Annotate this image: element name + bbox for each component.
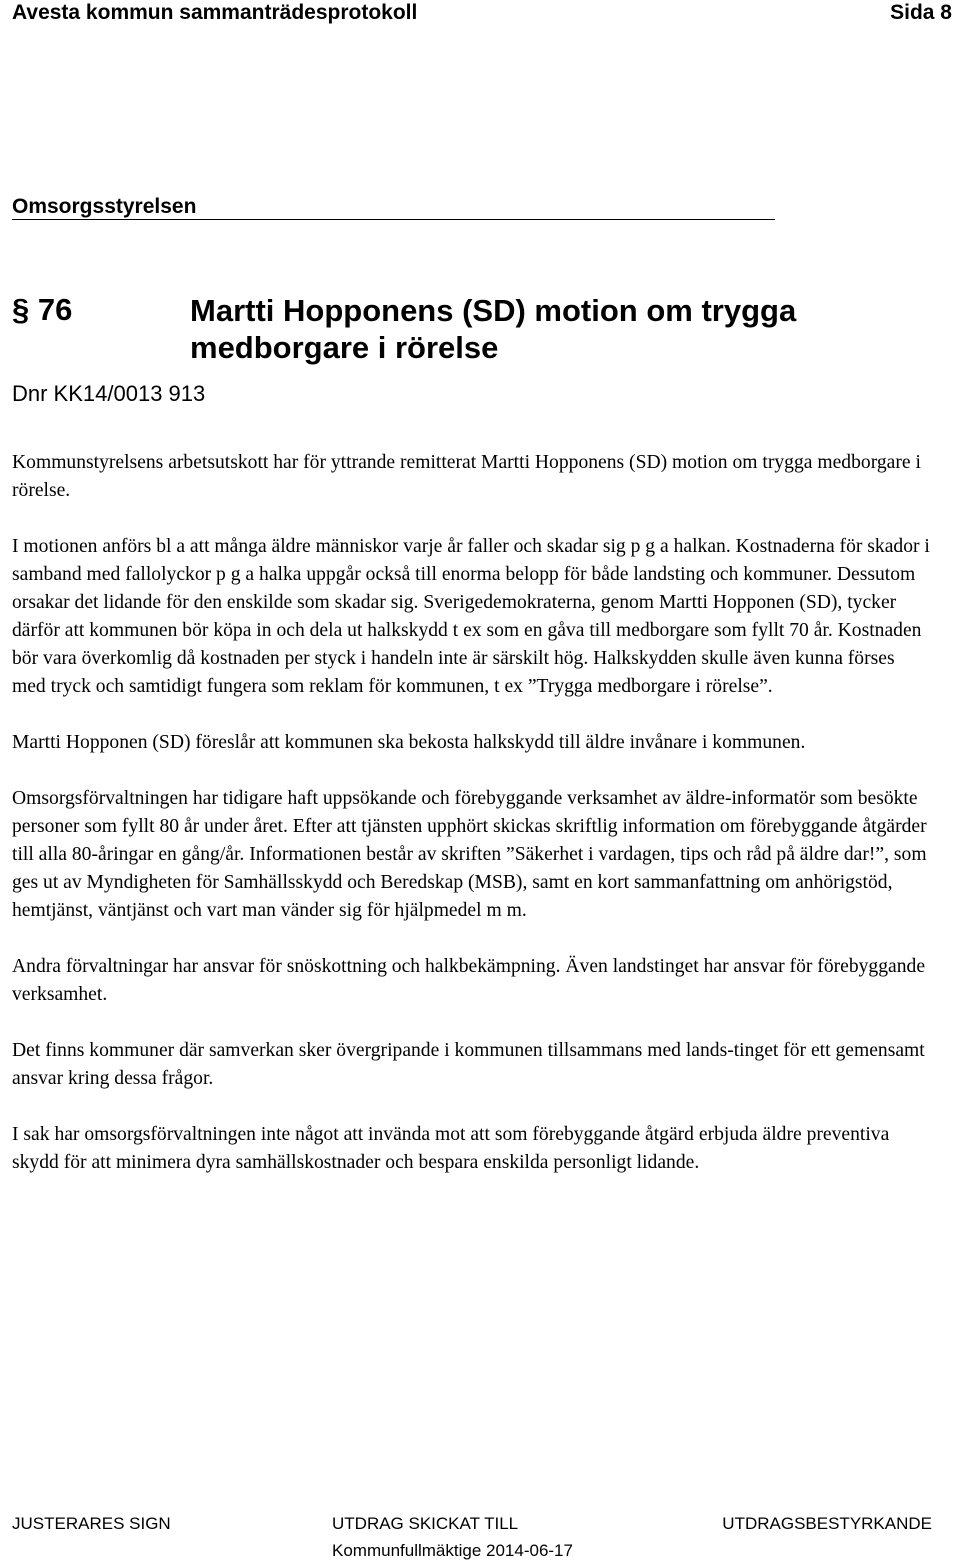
- paragraph-conclusion: I sak har omsorgsförvaltningen inte något att invända mot att som förebyggande åtgärd erbjuda äldre preventiva skydd för att minimera dyra samhällskostnader och bespara enskilda personligt lidande.: [12, 1124, 890, 1173]
- paragraph-referral: Kommunstyrelsens arbetsutskott har för yttrande remitterat Martti Hopponens (SD) motion om trygga medborgare i rörelse.: [12, 452, 921, 501]
- section-number: § 76: [12, 292, 73, 327]
- section-title: [190, 292, 890, 366]
- document-header-title: Avesta kommun sammanträdesprotokoll: [12, 1, 418, 24]
- paragraph-other-departments: Andra förvaltningar har ansvar för snöskottning och halkbekämpning. Även landstinget har ansvar för förebyggande verksamhet.: [12, 956, 926, 1005]
- paragraph-motion-summary: I motionen anförs bl a att många äldre människor varje år faller och skadar sig p g a halkan. Kostnaderna för skador i samband med fallolyckor p g a halka uppgår också till enorma belopp för både landsting och kommuner. Dessutom orsakar det lidande för den enskilde som skadar sig. Sverigedemokraterna, genom Martti Hopponen (SD), tycker därför att kommunen bör köpa in och dela ut halkskydd t ex som en gåva till medborgare som fyllt 70 år. Kostnaden bör vara överkomlig då kostnaden per styck i handeln inte är särskilt hög. Halkskydden skulle även kunna förses med tryck och samtidigt fungera som reklam för kommunen, t ex ”Trygga medborgare i rörelse”.: [12, 536, 930, 697]
- section-title-line-2: medborgare i rörelse: [190, 330, 499, 365]
- document-body: [12, 449, 932, 1205]
- footer-certification-label: UTDRAGSBESTYRKANDE: [722, 1514, 932, 1533]
- paragraph-other-municipalities: Det finns kommuner där samverkan sker övergripande i kommunen tillsammans med lands-tinget för ett gemensamt ansvar kring dessa frågor.: [12, 1040, 925, 1089]
- footer-signature-label: JUSTERARES SIGN: [12, 1514, 171, 1533]
- case-reference-number: Dnr KK14/0013 913: [12, 381, 206, 406]
- footer-meeting-date: Kommunfullmäktige 2014-06-17: [332, 1541, 573, 1560]
- section-title-line-1: Martti Hopponens (SD) motion om trygga: [190, 293, 797, 328]
- page-number: Sida 8: [890, 1, 952, 24]
- paragraph-proposal: Martti Hopponen (SD) föreslår att kommunen ska bekosta halkskydd till äldre invånare i kommunen.: [12, 732, 806, 753]
- paragraph-current-practice: Omsorgsförvaltningen har tidigare haft uppsökande och förebyggande verksamhet av äldre-informatör som besökte personer som fyllt 80 år under året. Efter att tjänsten upphört skickas skriftlig information om förebyggande åtgärder till alla 80-åringar en gång/år. Informationen består av skriften ”Säkerhet i vardagen, tips och råd på äldre dar!”, som ges ut av Myndigheten för Samhällsskydd och Beredskap (MSB), samt en kort sammanfattning om anhörigstöd, hemtjänst, väntjänst och vart man vänder sig för hjälpmedel m m.: [12, 788, 927, 921]
- committee-underline: [12, 219, 775, 220]
- footer-extract-sent-label: UTDRAG SKICKAT TILL: [332, 1514, 519, 1533]
- committee-name: Omsorgsstyrelsen: [12, 195, 197, 218]
